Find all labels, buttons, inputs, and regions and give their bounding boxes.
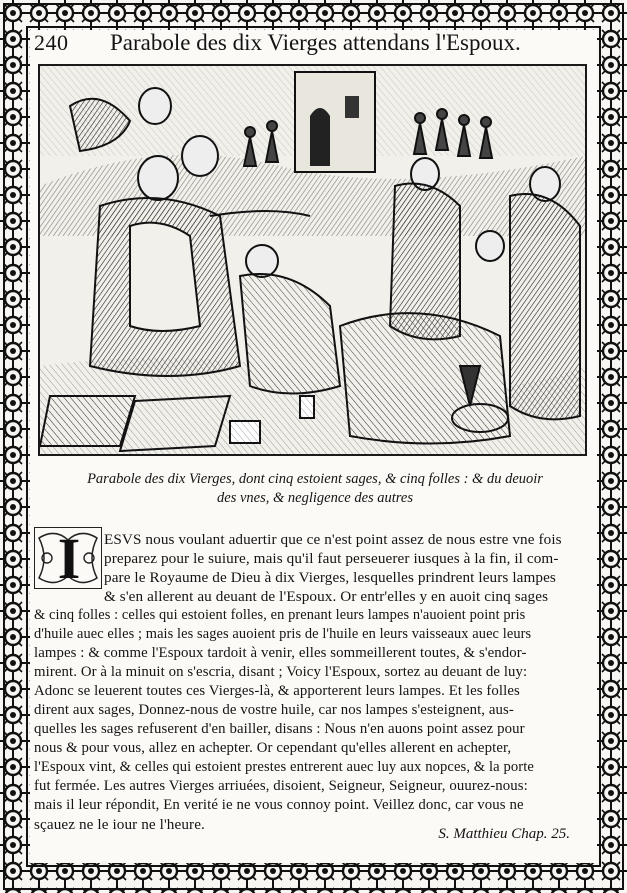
caption-line-1: Parabole des dix Vierges, dont cinq estoient sages, & cinq folles : & du deuoir <box>87 471 543 487</box>
text-line: preparez pour le suiure, mais qu'il faut perseuerer iusques à la fin, il com- <box>104 550 559 567</box>
page-number: 240 <box>34 30 69 55</box>
parable-scene-image <box>40 66 585 454</box>
page-title: Parabole des dix Vierges attendans l'Espoux. <box>110 30 521 55</box>
text-line: nous & pour vous, allez en achepter. Or cependant qu'elles allerent en achepter, <box>34 740 512 756</box>
text-line: mirent. Or à la minuit on s'escria, disant ; Voicy l'Espoux, sortez au deuant de luy: <box>34 664 528 680</box>
figure-caption <box>60 470 570 508</box>
text-line: & s'en allerent au deuant de l'Espoux. Or entr'elles y en auoit cinq sages <box>104 588 549 605</box>
initial-letter: I <box>57 526 81 591</box>
text-line: quelles les sages refuserent d'en bailler, disans : Nous n'en auons point assez pour <box>34 721 525 737</box>
text-line: dirent aux sages, Donnez-nous de vostre huile, car nos lampes s'esteignent, aus- <box>34 702 514 718</box>
text-line: & cinq folles : celles qui estoient folles, en prenant leurs lampes n'auoient point pris <box>34 607 526 623</box>
decorated-initial <box>34 527 102 589</box>
woodcut-illustration <box>38 64 587 456</box>
text-line: mais il leur répondit, En verité ie ne vous connoy point. Veillez donc, car vous ne <box>34 797 524 813</box>
text-line: fut fermée. Les autres Vierges arriuées, disoient, Seigneur, Seigneur, ouurez-nous: <box>34 778 528 794</box>
text-line: sçauez ne le iour ne l'heure. <box>34 816 205 833</box>
text-line: pare le Royaume de Dieu à dix Vierges, lesquelles prindrent leurs lampes <box>104 569 556 586</box>
text-line: d'huile auec elles ; mais les sages auoient pris de l'huile en leurs vaisseaux auec leurs <box>34 626 532 642</box>
text-line: l'Espoux vint, & celles qui estoient prestes entrerent auec luy aux nopces, & la porte <box>34 759 534 775</box>
scripture-reference: S. Matthieu Chap. 25. <box>438 826 570 842</box>
text-line: Adonc se leuerent toutes ces Vierges-là, & apporterent leurs lampes. Et les folles <box>34 683 520 699</box>
text-line: lampes : & comme l'Espoux tardoit à venir, elles sommeillerent toutes, & s'endor- <box>34 645 527 661</box>
caption-line-2: des vnes, & negligence des autres <box>217 490 413 506</box>
text-line: ESVS nous voulant aduertir que ce n'est point assez de nous estre vne fois <box>104 531 562 548</box>
